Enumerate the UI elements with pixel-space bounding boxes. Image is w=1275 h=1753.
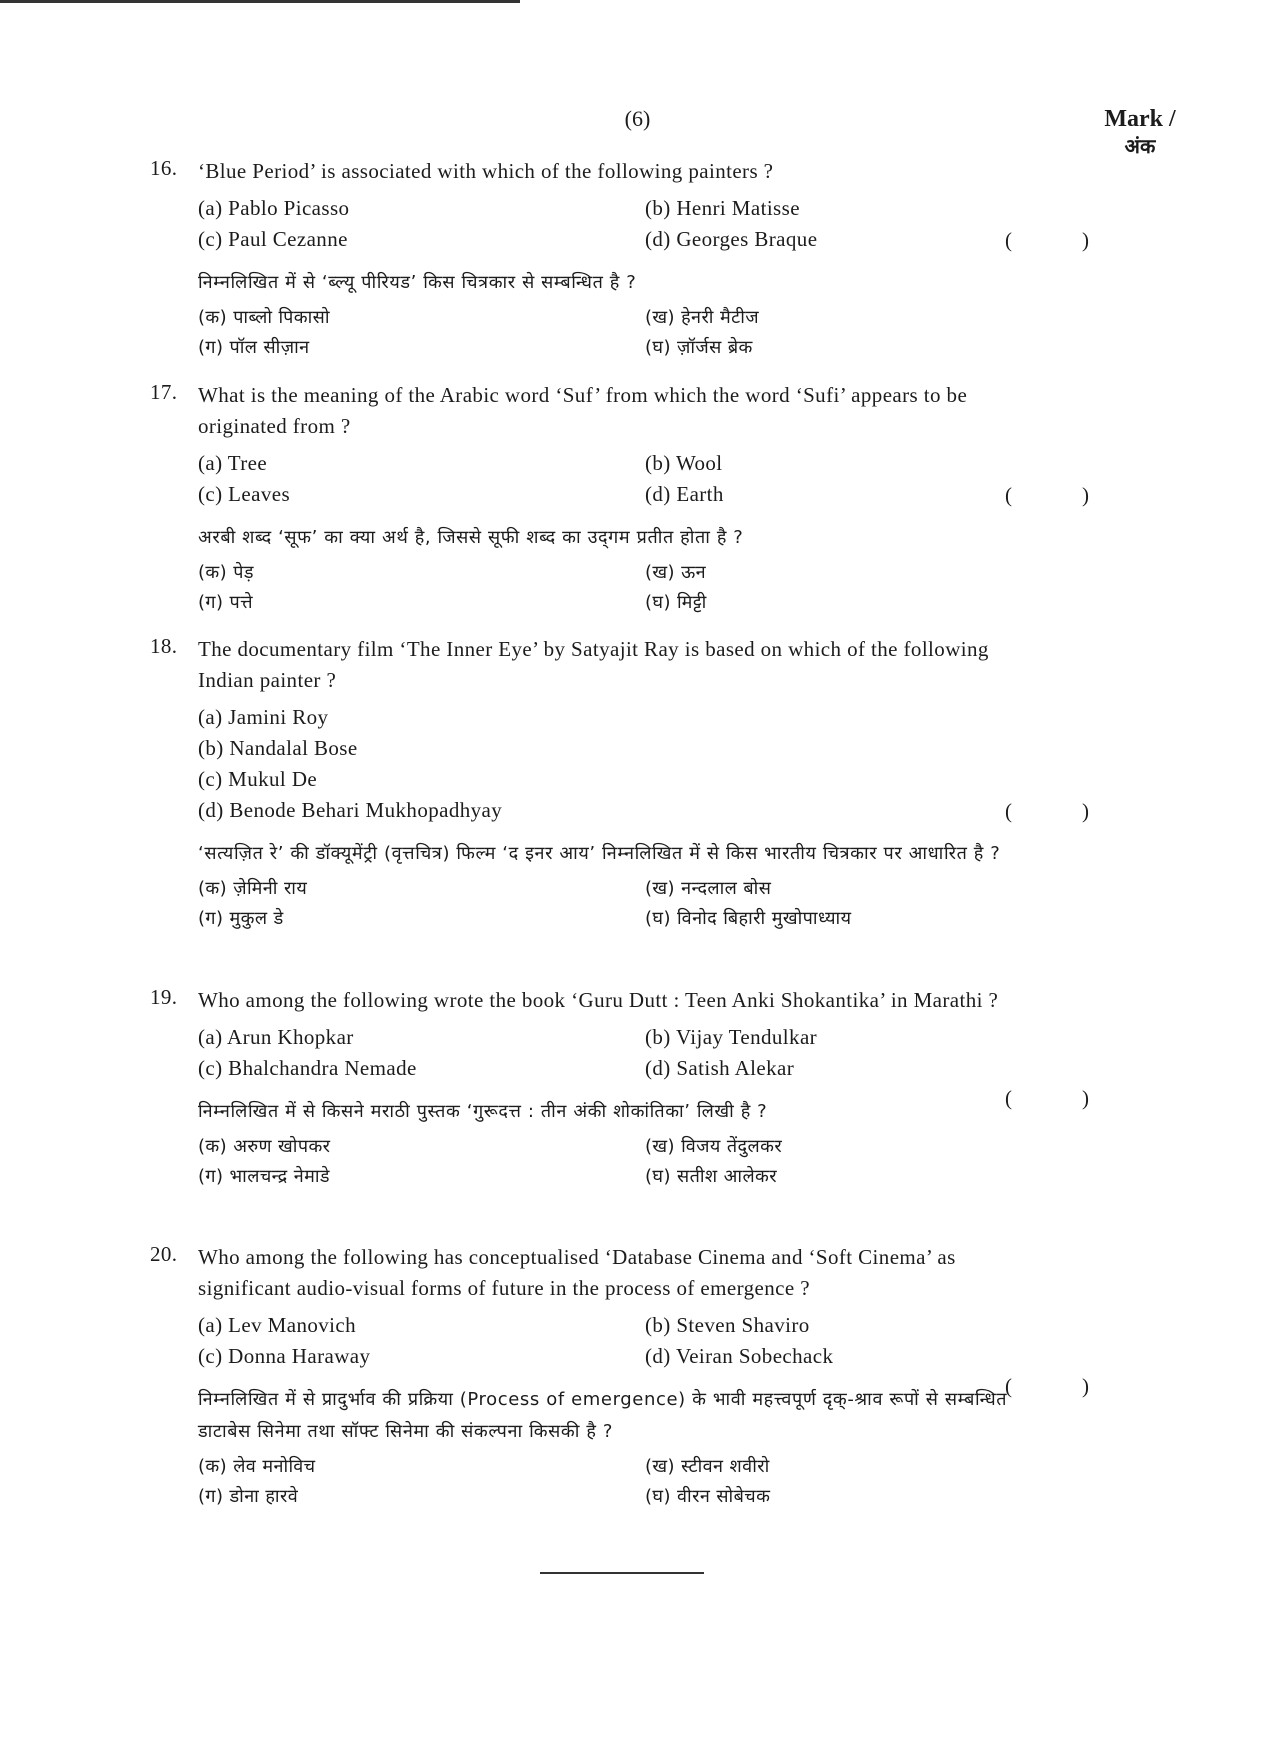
bracket-close: )	[1082, 1374, 1089, 1398]
option-a[interactable]: (a) Arun Khopkar	[198, 1025, 354, 1049]
bracket-open: (	[1005, 1086, 1012, 1110]
question-number: 19.	[150, 985, 178, 1009]
answer-box-18[interactable]	[1005, 799, 1089, 824]
question-text-hi: अरबी शब्द ‘सूफ’ का क्या अर्थ है, जिससे सूफी शब्द का उद्‌गम प्रतीत होता है ?	[198, 527, 744, 548]
option-c[interactable]: (c) Bhalchandra Nemade	[198, 1056, 417, 1080]
question-text-en: ‘Blue Period’ is associated with which of the following painters ?	[198, 159, 774, 183]
option-b[interactable]: (b) Nandalal Bose	[198, 736, 358, 760]
option-kha: (ख) नन्दलाल बोस	[645, 878, 772, 899]
bracket-open: (	[1005, 1374, 1012, 1398]
option-c[interactable]: (c) Donna Haraway	[198, 1344, 371, 1368]
option-ka: (क) ज़ेमिनी राय	[198, 878, 308, 899]
question-20	[150, 1242, 1050, 1512]
option-a[interactable]: (a) Lev Manovich	[198, 1313, 357, 1337]
question-17	[150, 380, 1050, 618]
options-en	[198, 448, 1050, 510]
mark-column-header	[1090, 106, 1190, 160]
question-number: 20.	[150, 1242, 178, 1266]
answer-box-17[interactable]	[1005, 483, 1089, 508]
options-en	[198, 193, 1050, 255]
question-text-hi: निम्नलिखित में से किसने मराठी पुस्तक ‘गुरूदत्त : तीन अंकी शोकांतिका’ लिखी है ?	[198, 1101, 768, 1122]
bracket-open: (	[1005, 799, 1012, 823]
option-gha: (घ) सतीश आलेकर	[645, 1166, 778, 1187]
question-18	[150, 634, 1050, 934]
mark-label-en: Mark /	[1104, 106, 1176, 132]
question-number: 17.	[150, 380, 178, 404]
question-number: 16.	[150, 156, 178, 180]
question-text-hi: निम्नलिखित में से प्रादुर्भाव की प्रक्रिया (Process of emergence) के भावी महत्त्वपूर्ण दृक्-श्राव रूपों से सम्बन्धित डाटाबेस सिनेमा तथा सॉफ्ट सिनेमा की संकल्पना किसकी है ?	[198, 1389, 1008, 1442]
option-ka: (क) पेड़	[198, 562, 254, 583]
option-ka: (क) पाब्लो पिकासो	[198, 307, 330, 328]
option-b[interactable]: (b) Vijay Tendulkar	[645, 1025, 818, 1049]
option-ga: (ग) पत्ते	[198, 592, 253, 613]
answer-box-16[interactable]	[1005, 228, 1089, 253]
option-kha: (ख) स्टीवन शवीरो	[645, 1456, 770, 1477]
option-b[interactable]: (b) Steven Shaviro	[645, 1313, 810, 1337]
options-en	[198, 1310, 1050, 1372]
options-hi	[198, 558, 1050, 618]
mark-label-hi: अंक	[1124, 134, 1156, 158]
question-19	[150, 985, 1050, 1192]
question-text-en: The documentary film ‘The Inner Eye’ by Satyajit Ray is based on which of the following Indian painter ?	[198, 637, 989, 692]
end-rule	[540, 1572, 704, 1574]
page-number: (6)	[624, 106, 651, 131]
option-kha: (ख) हेनरी मैटीज	[645, 307, 760, 328]
option-a[interactable]: (a) Tree	[198, 451, 268, 475]
option-b[interactable]: (b) Henri Matisse	[645, 196, 800, 220]
option-ga: (ग) पॉल सीज़ान	[198, 337, 310, 358]
bracket-close: )	[1082, 799, 1089, 823]
option-b[interactable]: (b) Wool	[645, 451, 723, 475]
option-ga: (ग) भालचन्द्र नेमाडे	[198, 1166, 330, 1187]
question-number: 18.	[150, 634, 178, 658]
answer-box-20[interactable]	[1005, 1374, 1089, 1399]
option-kha: (ख) ऊन	[645, 562, 707, 583]
option-gha: (घ) वीरन सोबेचक	[645, 1486, 771, 1507]
option-gha: (घ) विनोद बिहारी मुखोपाध्याय	[645, 908, 852, 929]
option-d[interactable]: (d) Veiran Sobechack	[645, 1344, 834, 1368]
option-ga: (ग) डोना हारवे	[198, 1486, 299, 1507]
option-d[interactable]: (d) Georges Braque	[645, 227, 818, 251]
option-d[interactable]: (d) Earth	[645, 482, 724, 506]
option-c[interactable]: (c) Paul Cezanne	[198, 227, 348, 251]
bracket-close: )	[1082, 1086, 1089, 1110]
bracket-close: )	[1082, 483, 1089, 507]
option-a[interactable]: (a) Pablo Picasso	[198, 196, 350, 220]
question-text-en: Who among the following wrote the book ‘Guru Dutt : Teen Anki Shokantika’ in Marathi ?	[198, 988, 999, 1012]
option-d[interactable]: (d) Satish Alekar	[645, 1056, 795, 1080]
options-hi	[198, 1132, 1050, 1192]
options-en	[198, 702, 1050, 826]
question-16	[150, 156, 1050, 363]
bracket-open: (	[1005, 483, 1012, 507]
options-en	[198, 1022, 1050, 1084]
option-ka: (क) लेव मनोविच	[198, 1456, 316, 1477]
question-text-en: What is the meaning of the Arabic word ‘Suf’ from which the word ‘Sufi’ appears to be originated from ?	[198, 383, 968, 438]
option-ga: (ग) मुकुल डे	[198, 908, 284, 929]
question-text-hi: ‘सत्यज़ित रे’ की डॉक्यूमेंट्री (वृत्तचित्र) फिल्म ‘द इनर आय’ निम्नलिखित में से किस भारतीय चित्रकार पर आधारित है ?	[198, 843, 1001, 864]
options-hi	[198, 874, 1050, 934]
question-text-en: Who among the following has conceptualised ‘Database Cinema and ‘Soft Cinema’ as significant audio-visual forms of future in the process of emergence ?	[198, 1245, 956, 1300]
bracket-open: (	[1005, 228, 1012, 252]
option-a[interactable]: (a) Jamini Roy	[198, 705, 329, 729]
question-text-hi: निम्नलिखित में से ‘ब्ल्यू पीरियड’ किस चित्रकार से सम्बन्धित है ?	[198, 272, 637, 293]
bracket-close: )	[1082, 228, 1089, 252]
option-c[interactable]: (c) Leaves	[198, 482, 291, 506]
option-d[interactable]: (d) Benode Behari Mukhopadhyay	[198, 798, 503, 822]
options-hi	[198, 1452, 1050, 1512]
top-rule	[0, 0, 520, 3]
option-gha: (घ) मिट्टी	[645, 592, 707, 613]
answer-box-19[interactable]	[1005, 1086, 1089, 1111]
option-kha: (ख) विजय तेंदुलकर	[645, 1136, 783, 1157]
option-gha: (घ) ज़ॉर्जस ब्रेक	[645, 337, 753, 358]
options-hi	[198, 303, 1050, 363]
option-ka: (क) अरुण खोपकर	[198, 1136, 331, 1157]
option-c[interactable]: (c) Mukul De	[198, 767, 318, 791]
